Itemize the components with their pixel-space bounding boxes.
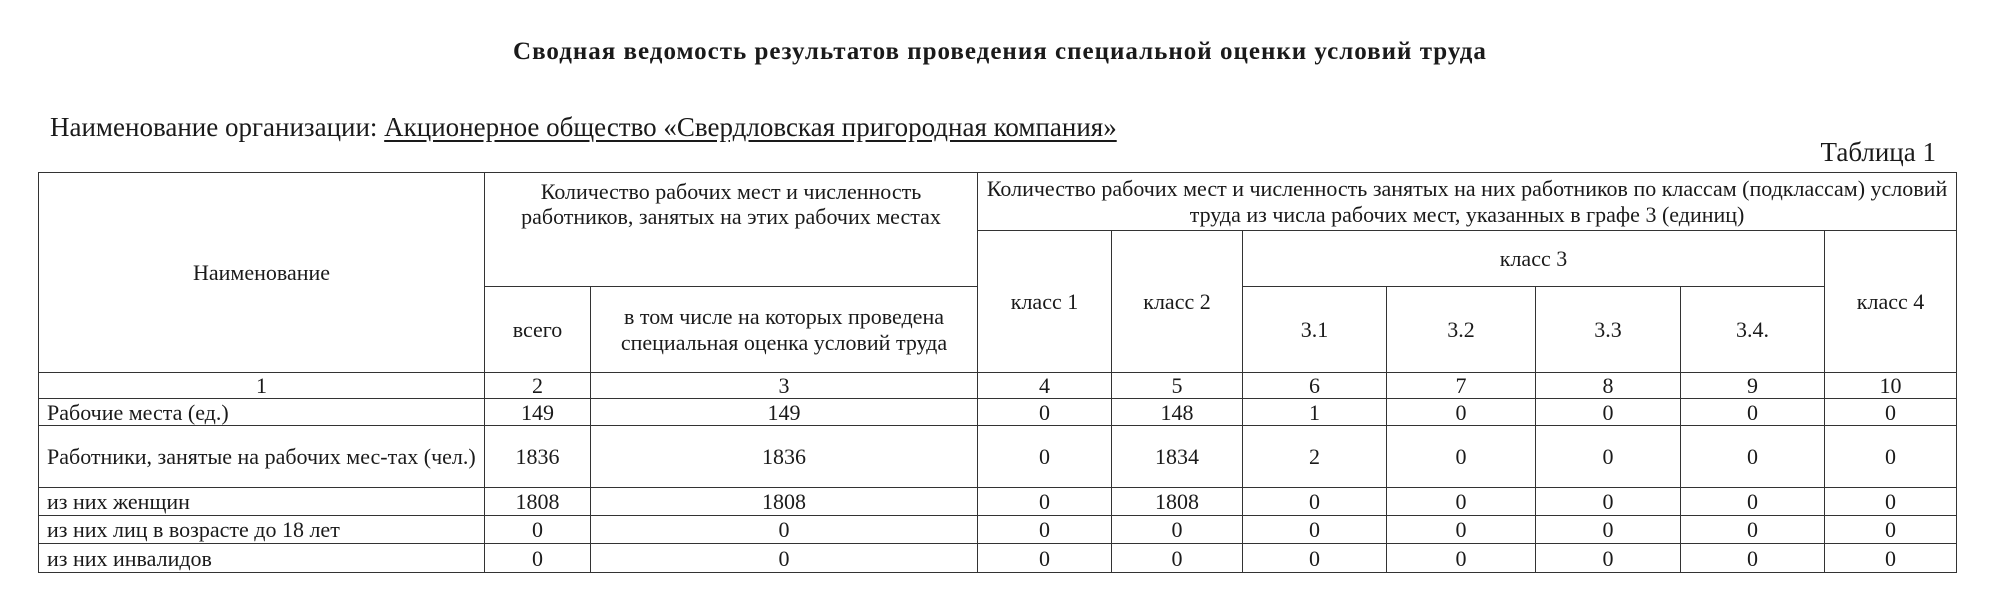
cell-value: 0 xyxy=(1536,544,1681,573)
column-number: 5 xyxy=(1112,373,1243,399)
cell-value: 0 xyxy=(1112,516,1243,544)
cell-value: 1836 xyxy=(485,426,591,488)
cell-value: 0 xyxy=(1681,544,1825,573)
cell-value: 0 xyxy=(1536,426,1681,488)
cell-value: 1808 xyxy=(591,488,978,516)
header-class3-3: 3.3 xyxy=(1536,287,1681,373)
header-class3: класс 3 xyxy=(1243,231,1825,287)
cell-value: 0 xyxy=(1243,544,1387,573)
cell-value: 0 xyxy=(1387,399,1536,426)
document-title: Сводная ведомость результатов проведения специальной оценки условий труда xyxy=(513,38,1487,65)
column-number: 9 xyxy=(1681,373,1825,399)
table-row-workers xyxy=(39,426,1957,488)
cell-value: 149 xyxy=(591,399,978,426)
column-number: 4 xyxy=(978,373,1112,399)
column-number: 6 xyxy=(1243,373,1387,399)
cell-value: 0 xyxy=(1536,399,1681,426)
cell-value: 148 xyxy=(1112,399,1243,426)
header-assessed: в том числе на которых проведена специальная оценка условий труда xyxy=(591,287,978,373)
header-class3-4: 3.4. xyxy=(1681,287,1825,373)
header-total: всего xyxy=(485,287,591,373)
header-class1: класс 1 xyxy=(978,231,1112,373)
cell-value: 0 xyxy=(1681,488,1825,516)
cell-value: 0 xyxy=(1243,488,1387,516)
cell-value: 0 xyxy=(1825,399,1957,426)
table-caption: Таблица 1 xyxy=(1820,137,1936,167)
header-class3-2: 3.2 xyxy=(1387,287,1536,373)
cell-value: 0 xyxy=(1825,488,1957,516)
column-number: 1 xyxy=(39,373,485,399)
cell-value: 1808 xyxy=(1112,488,1243,516)
cell-value: 1836 xyxy=(591,426,978,488)
cell-value: 0 xyxy=(978,488,1112,516)
header-name: Наименование xyxy=(39,173,485,373)
cell-value: 0 xyxy=(1387,544,1536,573)
column-number: 2 xyxy=(485,373,591,399)
organization-name: Акционерное общество «Свердловская пригородная компания» xyxy=(384,112,1117,142)
row-label: из них лиц в возрасте до 18 лет xyxy=(39,516,485,544)
cell-value: 1834 xyxy=(1112,426,1243,488)
row-label: Работники, занятые на рабочих мес-тах (чел.) xyxy=(39,426,485,488)
row-label: из них женщин xyxy=(39,488,485,516)
table-row-under-18 xyxy=(39,516,1957,544)
cell-value: 0 xyxy=(1112,544,1243,573)
cell-value: 0 xyxy=(1243,516,1387,544)
organization-label: Наименование организации: xyxy=(50,112,378,142)
header-class2: класс 2 xyxy=(1112,231,1243,373)
cell-value: 0 xyxy=(978,544,1112,573)
cell-value: 1808 xyxy=(485,488,591,516)
organization-line xyxy=(50,112,1117,143)
row-label: из них инвалидов xyxy=(39,544,485,573)
cell-value: 149 xyxy=(485,399,591,426)
cell-value: 2 xyxy=(1243,426,1387,488)
cell-value: 0 xyxy=(1681,426,1825,488)
cell-value: 0 xyxy=(1825,516,1957,544)
header-workplaces-group: Количество рабочих мест и численность работников, занятых на этих рабочих местах xyxy=(485,173,978,287)
cell-value: 0 xyxy=(978,426,1112,488)
column-numbers-row xyxy=(39,373,1957,399)
cell-value: 0 xyxy=(1387,426,1536,488)
cell-value: 0 xyxy=(591,516,978,544)
cell-value: 0 xyxy=(978,516,1112,544)
header-class4: класс 4 xyxy=(1825,231,1957,373)
column-number: 3 xyxy=(591,373,978,399)
cell-value: 0 xyxy=(485,516,591,544)
table-row-workplaces xyxy=(39,399,1957,426)
cell-value: 0 xyxy=(1681,516,1825,544)
cell-value: 0 xyxy=(1387,516,1536,544)
cell-value: 1 xyxy=(1243,399,1387,426)
row-label: Рабочие места (ед.) xyxy=(39,399,485,426)
header-class3-1: 3.1 xyxy=(1243,287,1387,373)
header-classes-group: Количество рабочих мест и численность занятых на них работников по классам (подклассам) условий труда из числа рабочих мест, указанных в графе 3 (единиц) xyxy=(978,173,1957,231)
cell-value: 0 xyxy=(1825,426,1957,488)
cell-value: 0 xyxy=(1536,516,1681,544)
cell-value: 0 xyxy=(1536,488,1681,516)
table-row-women xyxy=(39,488,1957,516)
results-table xyxy=(38,172,1957,573)
column-number: 10 xyxy=(1825,373,1957,399)
cell-value: 0 xyxy=(1825,544,1957,573)
column-number: 7 xyxy=(1387,373,1536,399)
cell-value: 0 xyxy=(591,544,978,573)
cell-value: 0 xyxy=(978,399,1112,426)
cell-value: 0 xyxy=(485,544,591,573)
cell-value: 0 xyxy=(1387,488,1536,516)
column-number: 8 xyxy=(1536,373,1681,399)
table-row-disabled xyxy=(39,544,1957,573)
cell-value: 0 xyxy=(1681,399,1825,426)
